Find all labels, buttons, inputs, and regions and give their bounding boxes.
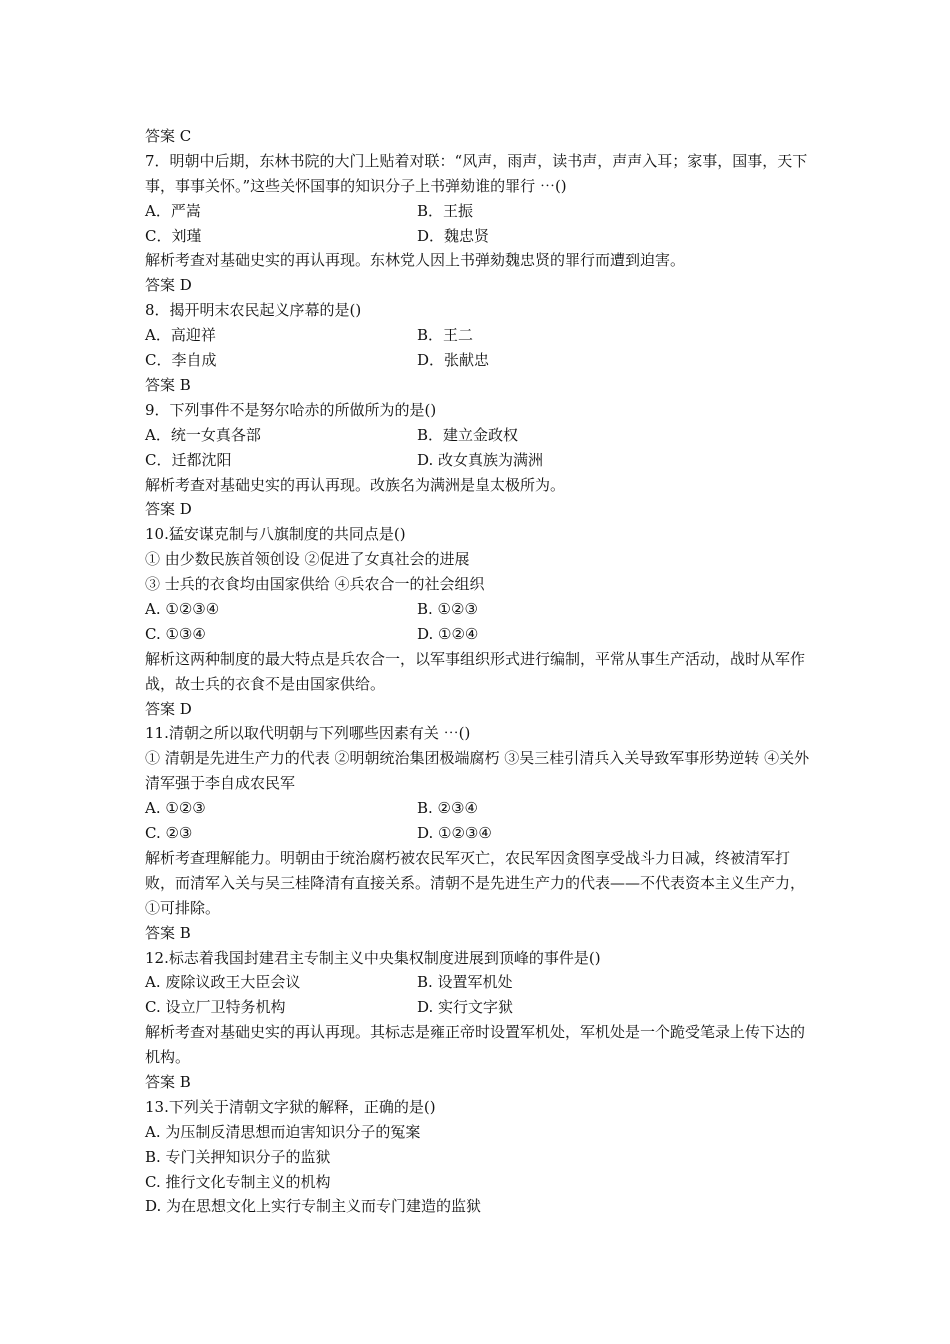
option-right: D．魏忠贤 xyxy=(417,226,490,245)
paragraph: 7．明朝中后期，东林书院的大门上贴着对联：“风声，雨声，读书声，声声入耳；家事，国事，天下事，事事关怀。”这些关怀国事的知识分子上书弹劾谁的罪行 ⋯() xyxy=(145,151,808,195)
option-row xyxy=(145,622,815,647)
text-line: ③ 士兵的衣食均由国家供给 ④兵农合一的社会组织 xyxy=(145,575,485,594)
paragraph: ① 清朝是先进生产力的代表 ②明朝统治集团极端腐朽 ③吴三桂引清兵入关导致军事形势逆转 ④关外清军强于李自成农民军 xyxy=(145,749,810,793)
option-left: C．迁都沈阳 xyxy=(145,450,232,469)
option-left: A. ①②③ xyxy=(145,799,206,818)
option-right: B. ②③④ xyxy=(417,799,478,818)
option-left: C．李自成 xyxy=(145,351,217,370)
option-row xyxy=(145,323,815,348)
text-line: 11.清朝之所以取代明朝与下列哪些因素有关 ⋯() xyxy=(145,724,471,743)
text-line: 8．揭开明末农民起义序幕的是() xyxy=(145,301,362,320)
text-line: 答案 D xyxy=(145,500,192,519)
text-line: C. 推行文化专制主义的机构 xyxy=(145,1172,331,1191)
text-line: 解析考查对基础史实的再认再现。改族名为满洲是皇太极所为。 xyxy=(145,475,566,494)
option-row xyxy=(145,597,815,622)
text-line: 答案 D xyxy=(145,699,192,718)
option-left: C．刘瑾 xyxy=(145,226,202,245)
option-left: A. 废除议政王大臣会议 xyxy=(145,973,301,992)
option-row xyxy=(145,821,815,846)
text-line: A. 为压制反清思想而迫害知识分子的冤案 xyxy=(145,1122,421,1141)
text-line: 答案 C xyxy=(145,127,192,145)
text-line: 9．下列事件不是努尔哈赤的所做所为的是() xyxy=(145,400,437,419)
option-right: B. ①②③ xyxy=(417,599,478,618)
option-right: B．王振 xyxy=(417,201,474,220)
option-row xyxy=(145,995,815,1020)
text-line: 12.标志着我国封建君主专制主义中央集权制度进展到顶峰的事件是() xyxy=(145,948,601,967)
text-line: 答案 B xyxy=(145,1073,191,1092)
option-left: A. ①②③④ xyxy=(145,599,220,618)
paragraph: 解析考查理解能力。明朝由于统治腐朽被农民军灭亡，农民军因贪图享受战斗力日减，终被清军打败，而清军入关与吴三桂降清有直接关系。清朝不是先进生产力的代表——不代表资本主义生产力，①可排除。 xyxy=(145,848,806,917)
option-right: D. ①②④ xyxy=(417,624,479,643)
option-row xyxy=(145,224,815,249)
text-line: 解析考查对基础史实的再认再现。东林党人因上书弹劾魏忠贤的罪行而遭到迫害。 xyxy=(145,251,686,270)
option-right: B. 设置军机处 xyxy=(417,973,513,992)
option-left: C. 设立厂卫特务机构 xyxy=(145,998,286,1017)
text-line: 10.猛安谋克制与八旗制度的共同点是() xyxy=(145,525,406,544)
text-line: 答案 D xyxy=(145,276,192,295)
option-row xyxy=(145,423,815,448)
text-line: 答案 B xyxy=(145,375,191,394)
text-line: D. 为在思想文化上实行专制主义而专门建造的监狱 xyxy=(145,1197,482,1216)
option-right: B．建立金政权 xyxy=(417,425,519,444)
option-row xyxy=(145,348,815,373)
option-left: C. ①③④ xyxy=(145,624,206,643)
option-right: D．张献忠 xyxy=(417,351,490,370)
option-right: D. ①②③④ xyxy=(417,824,492,843)
option-row xyxy=(145,796,815,821)
text-line: B. 专门关押知识分子的监狱 xyxy=(145,1147,331,1166)
option-right: D. 实行文字狱 xyxy=(417,998,514,1017)
option-right: B．王二 xyxy=(417,326,474,345)
option-left: A．严嵩 xyxy=(145,201,201,220)
option-left: A．统一女真各部 xyxy=(145,425,261,444)
option-left: C. ②③ xyxy=(145,824,193,843)
text-line: 答案 B xyxy=(145,923,191,942)
paragraph: 解析这两种制度的最大特点是兵农合一，以军事组织形式进行编制，平常从事生产活动，战时从军作战，故士兵的衣食不是由国家供给。 xyxy=(145,649,806,693)
paragraph: 解析考查对基础史实的再认再现。其标志是雍正帝时设置军机处，军机处是一个跪受笔录上传下达的机构。 xyxy=(145,1023,806,1067)
text-line: ① 由少数民族首领创设 ②促进了女真社会的进展 xyxy=(145,550,470,569)
text-line: 13.下列关于清朝文字狱的解释，正确的是() xyxy=(145,1097,436,1116)
option-right: D. 改女真族为满洲 xyxy=(417,450,544,469)
option-row xyxy=(145,199,815,224)
option-left: A．高迎祥 xyxy=(145,326,216,345)
option-row xyxy=(145,970,815,995)
option-row xyxy=(145,448,815,473)
document-page xyxy=(145,124,815,1219)
